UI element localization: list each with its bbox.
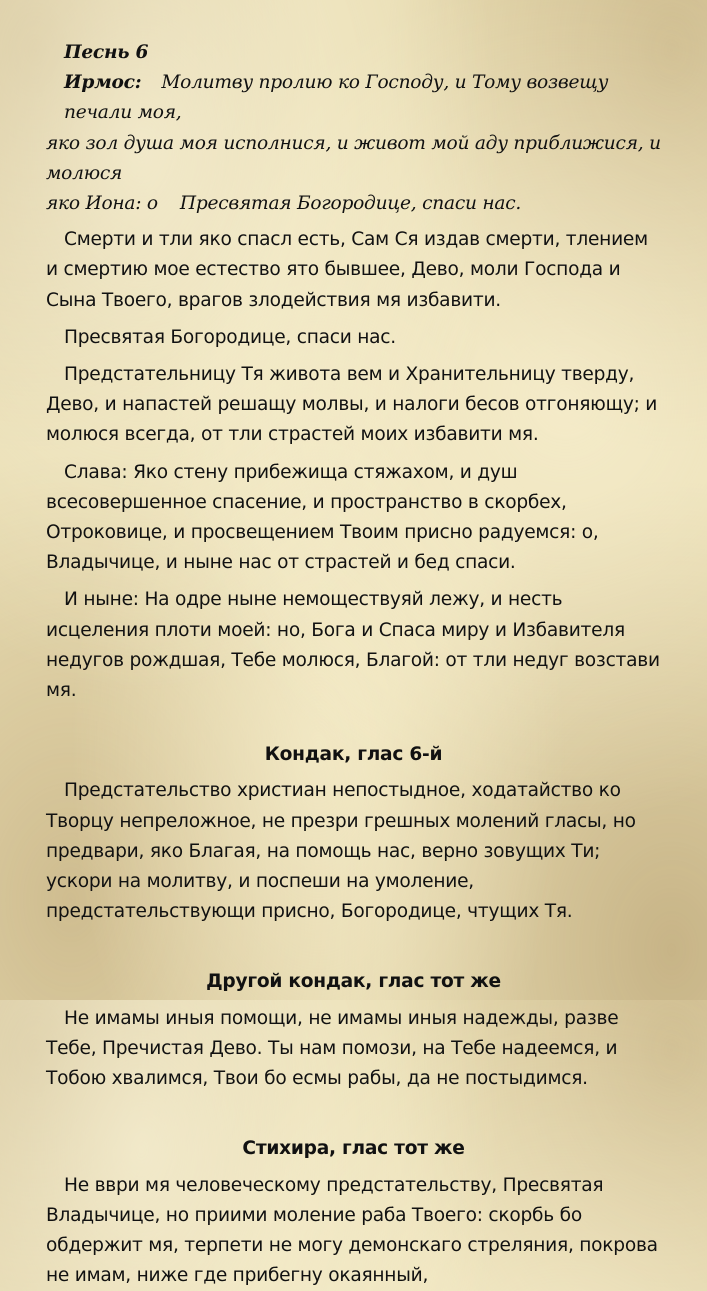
irmos-label: Ирмос: bbox=[64, 72, 141, 93]
nyne-text: На одре ныне немоществуяй лежу, и несть исцеления плоти моей: но, Бога и Спаса миру и Избавителя недугов рождшая, Тебе молюся, Благой: от тли недуг возстави мя. bbox=[46, 589, 660, 701]
irmos-text-3 bbox=[46, 189, 661, 219]
irmos-text-3a: яко Иона: о bbox=[46, 193, 158, 214]
kontakion2-text: Не имамы иныя помощи, не имамы иныя надежды, разве Тебе, Пречистая Дево. Ты нам помози, на Тебе надеемся, и Тобою хвалимся, Твои бо есмы рабы, да не постыдимся. bbox=[46, 1004, 661, 1095]
slava-text: Яко стену прибежища стяжахом, и душ всесовершенное спасение, и пространство в скорбех, Отроковице, и просвещением Твоим присно радуемся: о, Владычице, и ныне нас от страстей и бед спаси. bbox=[46, 462, 599, 574]
slava-paragraph bbox=[46, 458, 661, 579]
kontakion-text: Предстательство христиан непостыдное, ходатайство ко Творцу непреложное, не презри грешных молений гласы, но предвари, яко Благая, на помощь нас, верно зовущих Ти; ускори на молитву, и поспеши на умоление, предстательствующи присно, Богородице, чтущих Тя. bbox=[46, 776, 661, 927]
troparion-1: Смерти и тли яко спасл есть, Сам Ся издав смерти, тлением и смертию мое естество ято бывшее, Дево, моли Господа и Сына Твоего, врагов злодействия мя избавити. bbox=[46, 225, 661, 316]
irmos-refrain: Пресвятая Богородице, спаси нас. bbox=[180, 193, 521, 214]
slava-label: Слава: bbox=[64, 462, 127, 483]
irmos-text-1: Молитву пролию ко Господу, и Тому возвещу печали моя, bbox=[64, 72, 608, 123]
kontakion-title: Кондак, глас 6-й bbox=[46, 740, 661, 770]
irmos-first-line bbox=[46, 68, 661, 128]
troparion-2: Предстательницу Тя живота вем и Хранительницу тверду, Дево, и напастей решащу молвы, и налоги бесов отгоняющу; и молюся всегда, от тли страстей моих избавити мя. bbox=[46, 360, 661, 451]
stichera-title: Стихира, глас тот же bbox=[46, 1134, 661, 1164]
irmos-body bbox=[46, 129, 661, 220]
song-title: Песнь 6 bbox=[46, 38, 661, 68]
nyne-label: И ныне: bbox=[64, 589, 139, 610]
kontakion2-title: Другой кондак, глас тот же bbox=[46, 967, 661, 997]
irmos-text-2: яко зол душа моя исполнися, и живот мой аду приближися, и молюся bbox=[46, 129, 661, 189]
troparion-refrain: Пресвятая Богородице, спаси нас. bbox=[46, 323, 661, 353]
nyne-paragraph bbox=[46, 585, 661, 706]
stichera-text: Не вври мя человеческому предстательству, Пресвятая Владычице, но приими моление раба Твоего: скорбь бо обдержит мя, терпети не могу демонскаго стреляния, покрова не имам, ниже где прибегну окаянный, bbox=[46, 1171, 661, 1291]
